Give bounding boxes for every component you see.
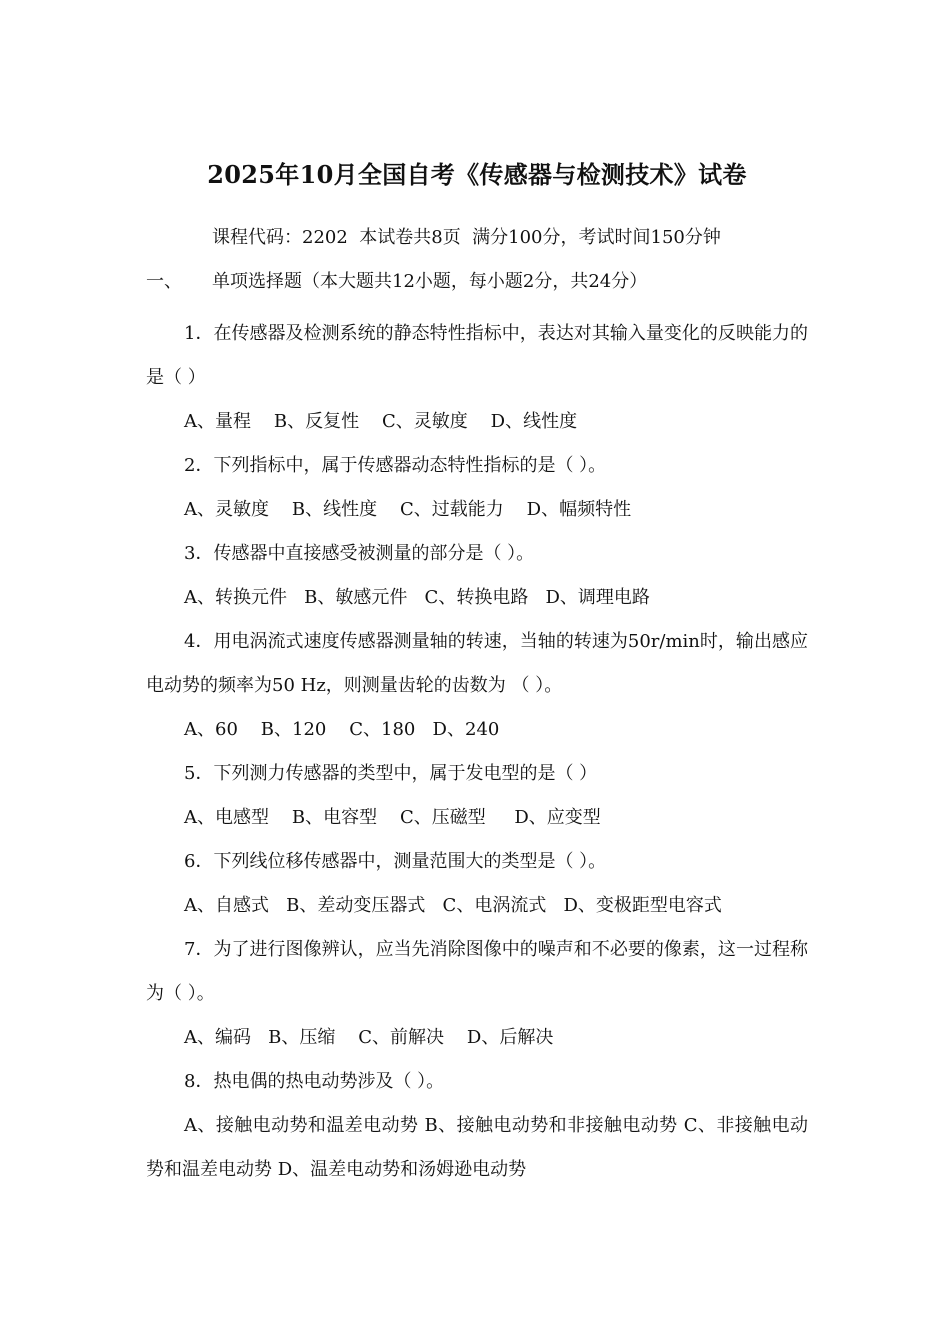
question-2: 2．下列指标中，属于传感器动态特性指标的是（ ）。 xyxy=(184,455,607,476)
question-7-options: A、编码 B、压缩 C、前解决 D、后解决 xyxy=(184,1027,554,1048)
page-title: 2025年10月全国自考《传感器与检测技术》试卷 xyxy=(207,160,747,189)
question-8-options: A、接触电动势和温差电动势 B、接触电动势和非接触电动势 C、非接触电动势和温差电动势 D、温差电动势和汤姆逊电动势 xyxy=(146,1115,808,1180)
section-number: 一、 xyxy=(146,271,182,292)
section-text: 单项选择题（本大题共12小题，每小题2分，共24分） xyxy=(212,271,648,292)
question-1: 1．在传感器及检测系统的静态特性指标中，表达对其输入量变化的反映能力的是（ ） xyxy=(146,323,808,388)
question-3-options: A、转换元件 B、敏感元件 C、转换电路 D、调理电路 xyxy=(184,587,650,608)
question-4-options: A、60 B、120 C、180 D、240 xyxy=(184,719,500,740)
question-8: 8．热电偶的热电动势涉及（ ）。 xyxy=(184,1071,445,1092)
question-5-options: A、电感型 B、电容型 C、压磁型 D、应变型 xyxy=(184,807,601,828)
section-heading xyxy=(146,268,808,296)
question-6-options: A、自感式 B、差动变压器式 C、电涡流式 D、变极距型电容式 xyxy=(184,895,722,916)
question-5: 5．下列测力传感器的类型中，属于发电型的是（ ） xyxy=(184,763,598,784)
question-6: 6．下列线位移传感器中，测量范围大的类型是（ ）。 xyxy=(184,851,607,872)
question-4: 4．用电涡流式速度传感器测量轴的转速，当轴的转速为50r/min时，输出感应电动势的频率为50 Hz，则测量齿轮的齿数为 （ ）。 xyxy=(146,631,808,696)
question-2-options: A、灵敏度 B、线性度 C、过载能力 D、幅频特性 xyxy=(184,499,632,520)
exam-info: 课程代码：2202 本试卷共8页 满分100分，考试时间150分钟 xyxy=(212,227,721,248)
question-3: 3．传感器中直接感受被测量的部分是（ ）。 xyxy=(184,543,535,564)
question-1-options: A、量程 B、反复性 C、灵敏度 D、线性度 xyxy=(184,411,578,432)
question-7: 7．为了进行图像辨认，应当先消除图像中的噪声和不必要的像素，这一过程称为（ ）。 xyxy=(146,939,808,1004)
